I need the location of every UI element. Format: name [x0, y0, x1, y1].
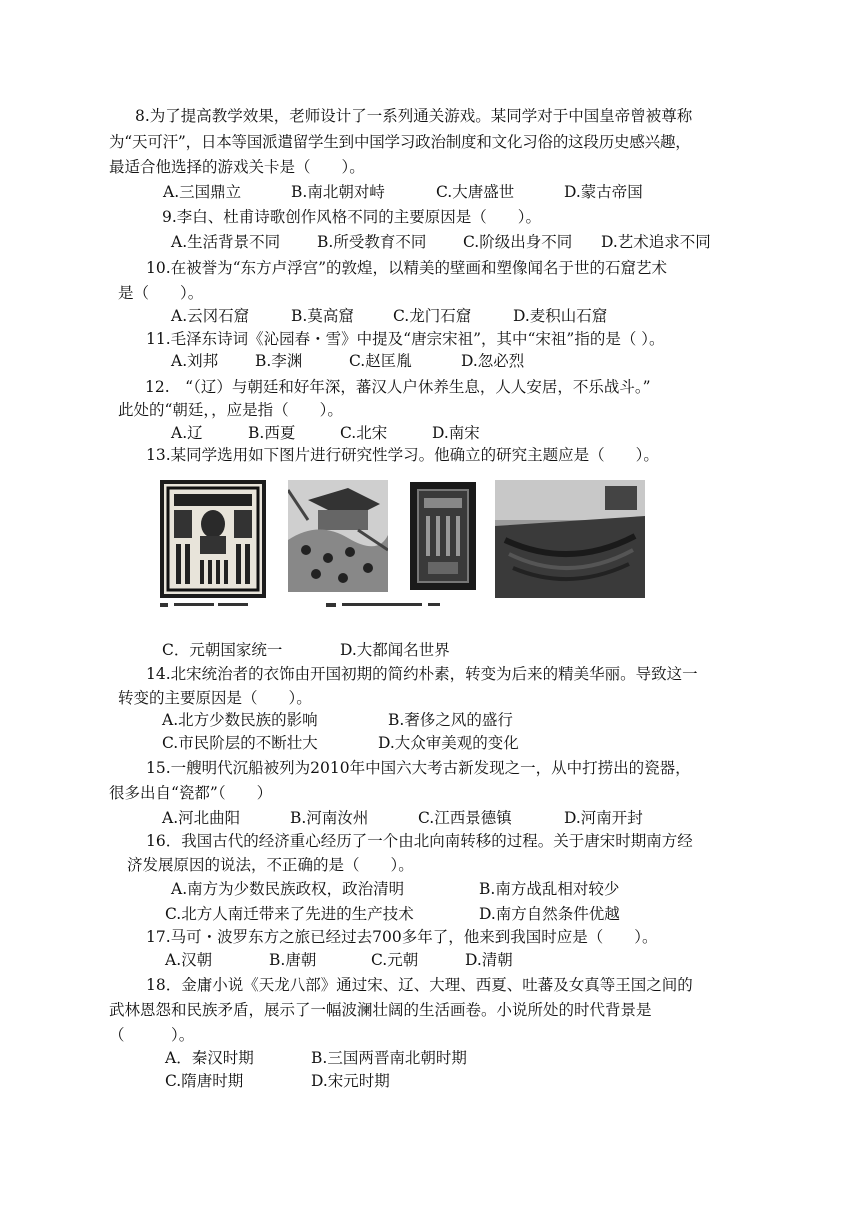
q11-options — [171, 351, 524, 371]
q16-stem-line1: 16．我国古代的经济重心经历了一个由北向南转移的过程。关于唐宋时期南方经 — [146, 832, 693, 850]
q18-option-d: D.宋元时期 — [311, 1072, 390, 1090]
q18-option-a: A．秦汉时期 — [165, 1049, 254, 1067]
q12-option-b: B.西夏 — [248, 424, 296, 442]
q11-option-b: B.李渊 — [255, 352, 303, 370]
paper-money-image — [160, 480, 266, 598]
q12-option-c: C.北宋 — [340, 424, 388, 442]
q10-option-a: A.云冈石窟 — [171, 307, 250, 325]
q9-option-c: C.阶级出身不同 — [463, 233, 573, 251]
q17-options — [165, 950, 513, 970]
q14-option-d: D.大众审美观的变化 — [378, 734, 519, 752]
q12-stem-line2: 此处的“朝廷，，应是指（ ）。 — [118, 401, 343, 419]
q10-option-d: D.麦积山石窟 — [513, 307, 608, 325]
q12-stem-line1: 12. “（辽）与朝廷和好年深，蕃汉人户休养生息，人人安居，不乐战斗。” — [145, 378, 651, 396]
q13-option-d: D.大都闻名世界 — [340, 641, 450, 659]
q18-option-c: C.隋唐时期 — [165, 1072, 244, 1090]
banknote-plate-image — [410, 482, 476, 590]
q16-options-row2 — [165, 904, 620, 924]
q8-option-c: C.大唐盛世 — [436, 183, 515, 201]
q14-options-row1 — [162, 710, 513, 730]
q14-options-row2 — [162, 733, 519, 753]
q18-option-b: B.三国两晋南北朝时期 — [311, 1049, 467, 1067]
q18-stem-line2: 武林恩怨和民族矛盾，展示了一幅波澜壮阔的生活画卷。小说所处的时代背景是 — [109, 1001, 652, 1019]
q18-stem-line1: 18．金庸小说《天龙八部》通过宋、辽、大理、西夏、吐蕃及女真等王国之间的 — [146, 976, 693, 994]
q14-stem-line1: 14.北宋统治者的衣饰由开国初期的简约朴素，转变为后来的精美华丽。导致这一 — [146, 665, 698, 683]
q11-stem: 11.毛泽东诗词《沁园春・雪》中提及“唐宗宋祖”，其中“宋祖”指的是（ ）。 — [146, 330, 665, 348]
ship-hull-image — [495, 480, 645, 598]
q12-option-d: D.南宋 — [432, 424, 480, 442]
q14-stem-line2: 转变的主要原因是（ ）。 — [118, 689, 312, 707]
q8-stem-line1: 8.为了提高教学效果，老师设计了一系列通关游戏。某同学对于中国皇帝曾被尊称 — [135, 107, 693, 125]
q16-option-b: B.南方战乱相对较少 — [479, 880, 620, 898]
q9-option-d: D.艺术追求不同 — [601, 233, 711, 251]
q15-option-c: C.江西景德镇 — [418, 809, 512, 827]
q13-option-c: C．元朝国家统一 — [162, 641, 283, 659]
q8-stem-line2: 为“天可汗”，日本等国派遣留学生到中国学习政治制度和文化习俗的这段历史感兴趣， — [109, 133, 691, 151]
q17-option-d: D.清朝 — [465, 951, 513, 969]
q17-stem: 17.马可・波罗东方之旅已经过去700多年了，他来到我国时应是（ ）。 — [146, 928, 658, 946]
q8-stem-line3: 最适合他选择的游戏关卡是（ ）。 — [109, 158, 365, 176]
q18-stem-line3: （ ）。 — [109, 1026, 195, 1044]
q8-option-b: B.南北朝对峙 — [291, 183, 385, 201]
q13-options — [162, 640, 450, 660]
q10-stem-line1: 10.在被誉为“东方卢浮宫”的敦煌，以精美的壁画和塑像闻名于世的石窟艺术 — [146, 259, 668, 277]
q11-option-c: C.赵匡胤 — [349, 352, 412, 370]
q9-options — [171, 232, 711, 252]
q16-option-c: C.北方人南迁带来了先进的生产技术 — [165, 905, 414, 923]
q16-stem-line2: 济发展原因的说法，不正确的是（ ）。 — [127, 856, 414, 874]
q10-option-b: B.莫高窟 — [291, 307, 354, 325]
q14-option-a: A.北方少数民族的影响 — [162, 711, 318, 729]
q15-option-d: D.河南开封 — [564, 809, 643, 827]
q17-option-a: A.汉朝 — [165, 951, 213, 969]
q15-option-b: B.河南汝州 — [290, 809, 369, 827]
q8-option-d: D.蒙古帝国 — [564, 183, 643, 201]
q16-options-row1 — [171, 879, 619, 899]
q14-option-c: C.市民阶层的不断壮大 — [162, 734, 318, 752]
street-scene-image — [288, 480, 388, 592]
q16-option-a: A.南方为少数民族政权，政治清明 — [171, 880, 405, 898]
q13-cropped-options — [150, 600, 470, 612]
q9-option-a: A.生活背景不同 — [171, 233, 281, 251]
q14-option-b: B.奢侈之风的盛行 — [388, 711, 513, 729]
q17-option-c: C.元朝 — [371, 951, 419, 969]
q9-stem: 9.李白、杜甫诗歌创作风格不同的主要原因是（ ）。 — [162, 208, 542, 226]
q10-options — [171, 306, 607, 326]
q10-stem-line2: 是（ ）。 — [118, 284, 204, 302]
q12-option-a: A.辽 — [171, 424, 203, 442]
q16-option-d: D.南方自然条件优越 — [479, 905, 620, 923]
q15-stem-line1: 15.一艘明代沉船被列为2010年中国六大考古新发现之一，从中打捞出的瓷器， — [146, 759, 691, 777]
q13-stem: 13.某同学选用如下图片进行研究性学习。他确立的研究主题应是（ ）。 — [146, 446, 659, 464]
q8-options — [163, 182, 643, 202]
q9-option-b: B.所受教育不同 — [317, 233, 427, 251]
q11-option-d: D.忽必烈 — [461, 352, 525, 370]
q15-options — [162, 808, 643, 828]
q17-option-b: B.唐朝 — [269, 951, 317, 969]
q8-option-a: A.三国鼎立 — [163, 183, 242, 201]
q18-options-row1 — [165, 1048, 467, 1068]
q11-option-a: A.刘邦 — [171, 352, 219, 370]
q15-option-a: A.河北曲阳 — [162, 809, 241, 827]
q12-options — [171, 423, 480, 443]
q10-option-c: C.龙门石窟 — [393, 307, 472, 325]
q18-options-row2 — [165, 1071, 390, 1091]
q15-stem-line2: 很多出自“瓷都”（ ） — [109, 784, 273, 802]
